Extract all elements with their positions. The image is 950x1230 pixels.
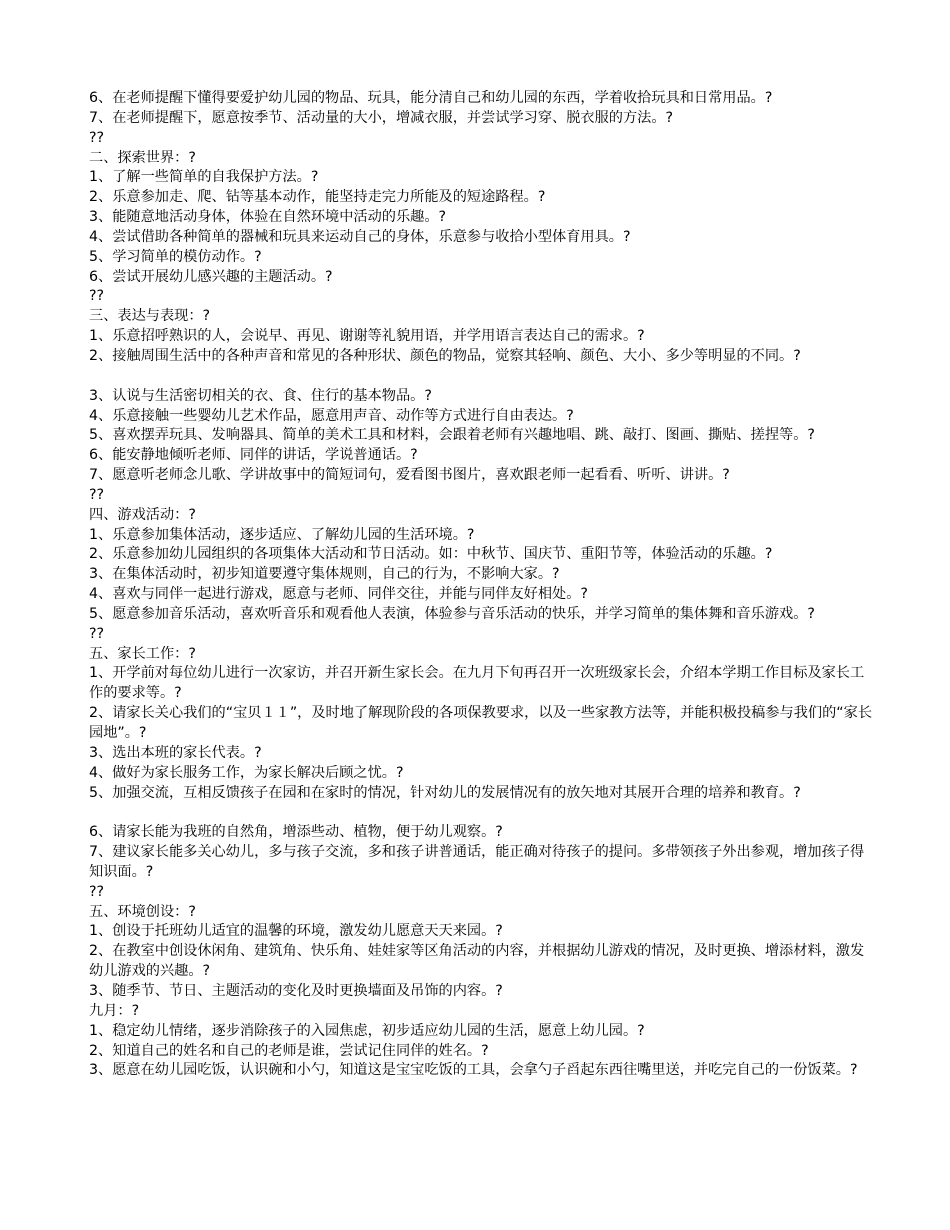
text-line: ??	[89, 129, 105, 146]
text-line: 二、探索世界：?	[89, 149, 196, 166]
text-line: 3、认说与生活密切相关的衣、食、住行的基本物品。?	[89, 387, 432, 404]
text-line: 6、能安静地倾听老师、同伴的讲话，学说普通话。?	[89, 447, 418, 464]
text-line: 3、选出本班的家长代表。?	[89, 744, 262, 761]
text-line: 1、创设于托班幼儿适宜的温馨的环境，激发幼儿愿意天天来园。?	[89, 923, 503, 940]
text-line: 4、乐意接触一些婴幼儿艺术作品，愿意用声音、动作等方式进行自由表达。?	[89, 407, 574, 424]
text-line: 1、稳定幼儿情绪，逐步消除孩子的入园焦虑，初步适应幼儿园的生活，愿意上幼儿园。?	[89, 1022, 645, 1039]
text-line: 4、尝试借助各种简单的器械和玩具来运动自己的身体，乐意参与收拾小型体育用具。?	[89, 228, 631, 245]
text-line: 5、愿意参加音乐活动，喜欢听音乐和观看他人表演，体验参与音乐活动的快乐，并学习简单的集体舞和音乐游戏。?	[89, 605, 815, 622]
text-line: 4、喜欢与同伴一起进行游戏，愿意与老师、同伴交往，并能与同伴友好相处。?	[89, 586, 588, 603]
text-line: 1、开学前对每位幼儿进行一次家访，并召开新生家长会。在九月下旬再召开一次班级家长会，介绍本学期工作目标及家长工作的要求等。?	[89, 665, 865, 702]
text-line: ??	[89, 486, 105, 503]
text-line: 6、在老师提醒下懂得要爱护幼儿园的物品、玩具，能分清自己和幼儿园的东西，学着收拾玩具和日常用品。?	[89, 90, 773, 106]
text-line: 九月：?	[89, 1002, 140, 1019]
text-line: ??	[89, 883, 105, 900]
text-line: 2、乐意参加幼儿园组织的各项集体大活动和节日活动。如：中秋节、国庆节、重阳节等，体验活动的乐趣。?	[89, 546, 773, 563]
text-line: ??	[89, 288, 105, 305]
text-line: 7、建议家长能多关心幼儿，多与孩子交流，多和孩子讲普通话，能正确对待孩子的提问。多带领孩子外出参观，增加孩子得知识面。?	[89, 844, 865, 880]
blank-line	[89, 803, 874, 823]
text-line: 2、在教室中创设休闲角、建筑角、快乐角、娃娃家等区角活动的内容，并根据幼儿游戏的情况，及时更换、增添材料，激发幼儿游戏的兴趣。?	[89, 943, 865, 980]
text-line: 五、环境创设：?	[89, 903, 196, 920]
text-line: 2、乐意参加走、爬、钻等基本动作，能坚持走完力所能及的短途路程。?	[89, 189, 546, 206]
text-line: 2、请家长关心我们的“宝贝１１”，及时地了解现阶段的各项保教要求，以及一些家教方法等，并能积极投稿参与我们的“家长园地”。?	[89, 705, 873, 741]
text-line: 3、愿意在幼儿园吃饭，认识碗和小勺，知道这是宝宝吃饭的工具，会拿勺子舀起东西往嘴里送，并吃完自己的一份饭菜。?	[89, 1062, 858, 1079]
text-line: 5、加强交流，互相反馈孩子在园和在家时的情况，针对幼儿的发展情况有的放矢地对其展开合理的培养和教育。?	[89, 784, 801, 801]
text-line: 4、做好为家长服务工作，为家长解决后顾之忧。?	[89, 764, 404, 781]
document-page	[89, 89, 874, 1081]
text-line: 3、能随意地活动身体，体验在自然环境中活动的乐趣。?	[89, 209, 447, 226]
blank-line	[89, 367, 874, 387]
text-line: 6、请家长能为我班的自然角，增添些动、植物，便于幼儿观察。?	[89, 824, 503, 841]
text-line: 1、了解一些简单的自我保护方法。?	[89, 169, 319, 186]
text-line: 7、愿意听老师念儿歌、学讲故事中的简短词句，爱看图书图片，喜欢跟老师一起看看、听听、讲讲。?	[89, 467, 730, 484]
text-line: 7、在老师提醒下，愿意按季节、活动量的大小，增减衣服，并尝试学习穿、脱衣服的方法。?	[89, 109, 674, 126]
text-line: ??	[89, 625, 105, 642]
text-line: 3、在集体活动时，初步知道要遵守集体规则，自己的行为，不影响大家。?	[89, 566, 560, 583]
text-line: 1、乐意招呼熟识的人，会说早、再见、谢谢等礼貌用语，并学用语言表达自己的需求。?	[89, 328, 645, 345]
text-line: 2、接触周围生活中的各种声音和常见的各种形状、颜色的物品，觉察其轻响、颜色、大小、多少等明显的不同。?	[89, 347, 801, 364]
text-line: 5、喜欢摆弄玩具、发响器具、简单的美术工具和材料，会跟着老师有兴趣地唱、跳、敲打、图画、撕贴、搓捏等。?	[89, 427, 815, 444]
text-line: 3、随季节、节日、主题活动的变化及时更换墙面及吊饰的内容。?	[89, 982, 503, 999]
text-line: 2、知道自己的姓名和自己的老师是谁，尝试记住同伴的姓名。?	[89, 1042, 489, 1059]
text-line: 1、乐意参加集体活动，逐步适应、了解幼儿园的生活环境。?	[89, 526, 475, 543]
text-line: 5、学习简单的模仿动作。?	[89, 248, 262, 265]
text-line: 三、表达与表现：?	[89, 308, 211, 325]
text-line: 四、游戏活动：?	[89, 506, 196, 523]
text-line: 五、家长工作：?	[89, 645, 196, 662]
text-line: 6、尝试开展幼儿感兴趣的主题活动。?	[89, 268, 333, 285]
